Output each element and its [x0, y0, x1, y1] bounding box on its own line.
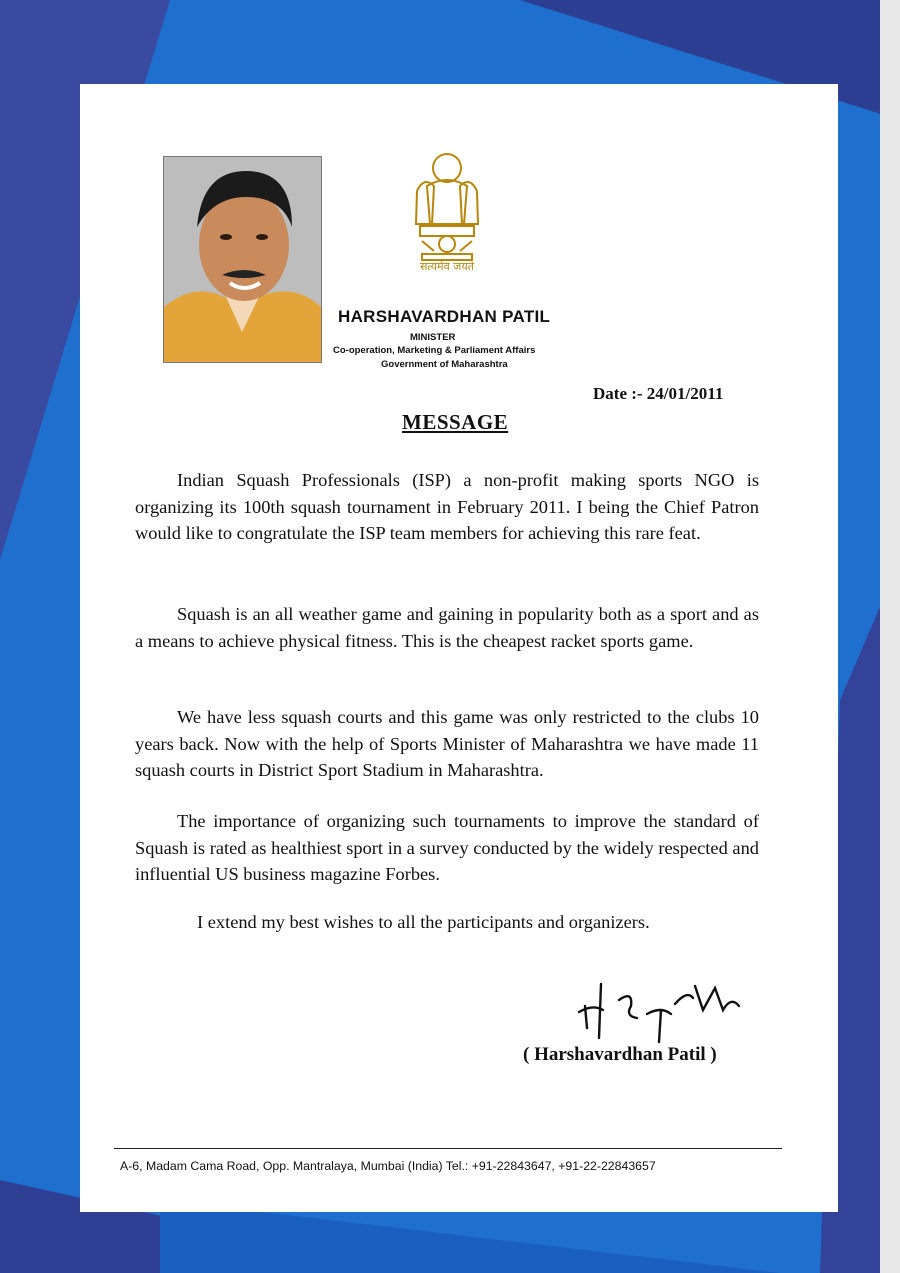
footer-divider	[114, 1148, 782, 1149]
paragraph-5: I extend my best wishes to all the participants and organizers.	[197, 912, 650, 932]
national-emblem-icon	[402, 146, 492, 276]
paragraph-4: The importance of organizing such tournaments to improve the standard of Squash is rated as healthiest sport in a survey conducted by the widely respected and influential US business magazine Forbes.	[135, 811, 759, 884]
footer-address: A-6, Madam Cama Road, Opp. Mantralaya, Mumbai (India) Tel.: +91-22843647, +91-22-22843657	[120, 1159, 656, 1173]
letter-sheet	[80, 84, 838, 1212]
minister-portfolio: Co-operation, Marketing & Parliament Affairs	[333, 345, 536, 356]
letter-date: Date :- 24/01/2011	[593, 384, 724, 403]
handwritten-signature	[575, 976, 745, 1048]
emblem-motto: सत्यमेव जयते	[419, 260, 474, 273]
paragraph-2: Squash is an all weather game and gaining in popularity both as a sport and as a means to achieve physical fitness. This is the cheapest racket sports game.	[135, 604, 759, 651]
minister-title: MINISTER	[410, 332, 456, 343]
signatory-name: ( Harshavardhan Patil )	[523, 1044, 717, 1065]
paragraph-1: Indian Squash Professionals (ISP) a non-profit making sports NGO is organizing its 100th squash tournament in February 2011. I being the Chief Patron would like to congratulate the ISP team members for achieving this rare feat.	[135, 470, 759, 543]
paragraph-3: We have less squash courts and this game was only restricted to the clubs 10 years back. Now with the help of Sports Minister of Maharashtra we have made 11 squash courts in District Sport Stadium in Maharashtra.	[135, 707, 759, 780]
minister-portrait	[163, 156, 322, 363]
government-name: Government of Maharashtra	[381, 359, 508, 370]
minister-name: HARSHAVARDHAN PATIL	[338, 307, 551, 326]
message-heading: MESSAGE	[402, 410, 509, 434]
